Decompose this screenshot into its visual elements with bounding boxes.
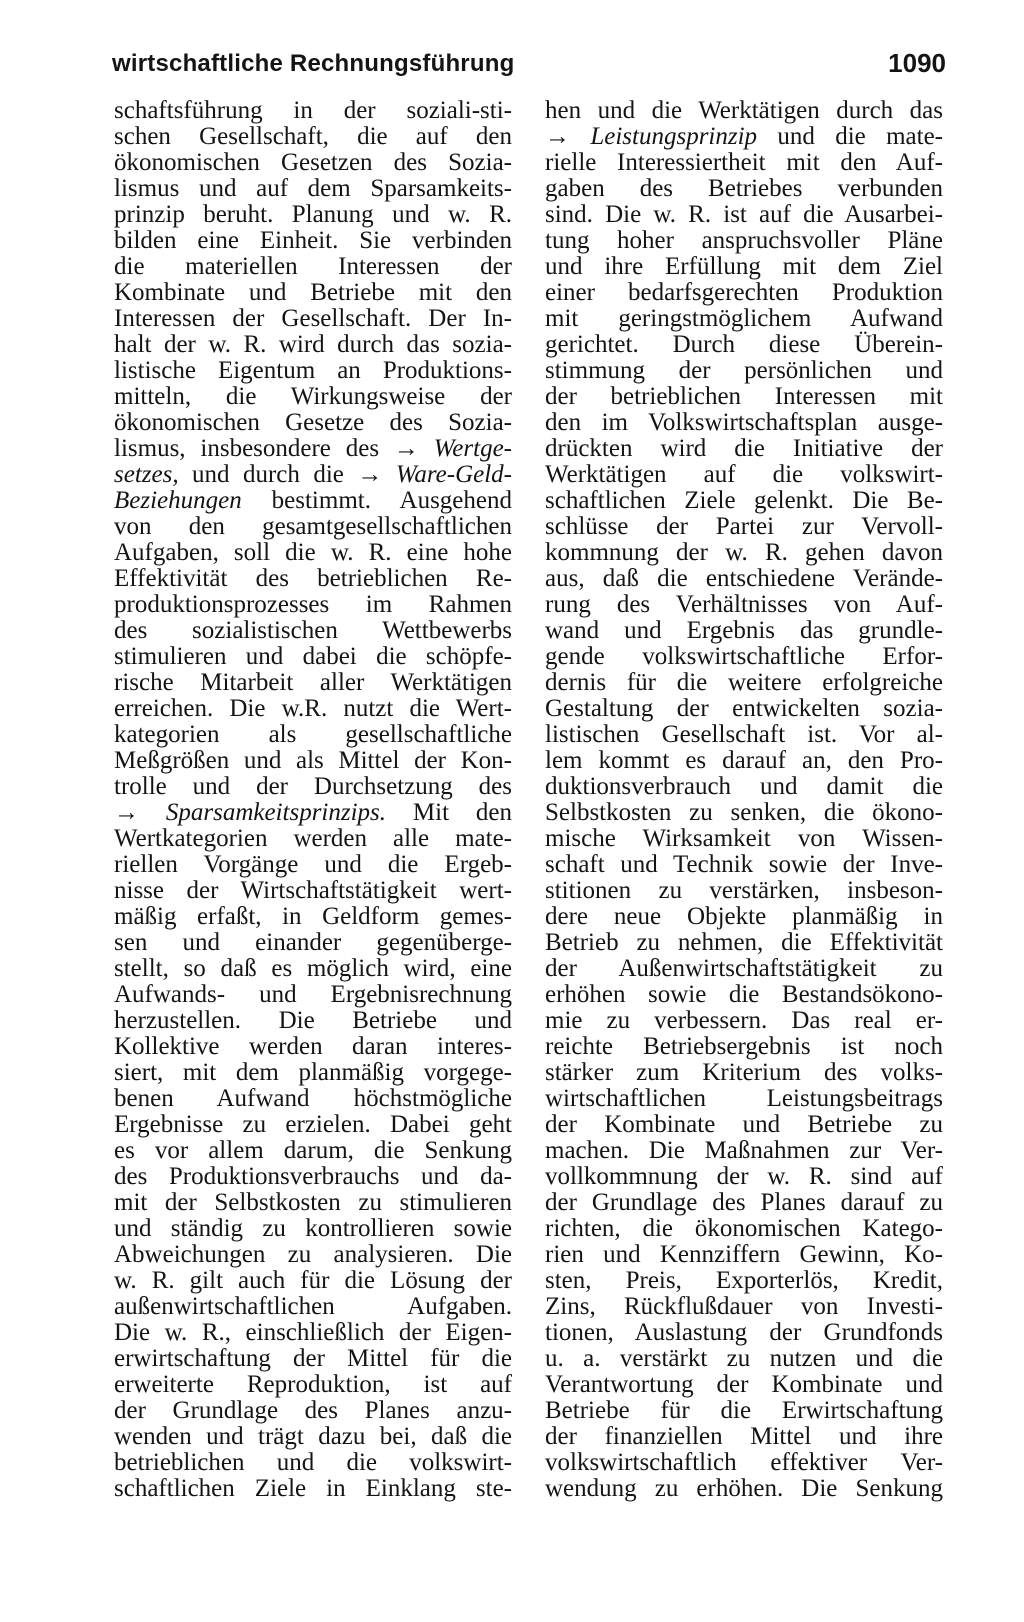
text-line bbox=[545, 878, 943, 904]
running-head-title: wirtschaftliche Rechnungsführung bbox=[112, 50, 515, 77]
text-run: drückten wird die Initiative der bbox=[545, 435, 943, 462]
text-run: bestimmt. Ausgehend bbox=[241, 487, 512, 514]
text-run: rielle Interessiertheit mit den Auf- bbox=[545, 149, 943, 176]
text-line bbox=[545, 1086, 943, 1112]
text-line bbox=[114, 1398, 512, 1424]
text-line bbox=[114, 410, 512, 436]
text-line bbox=[114, 618, 512, 644]
text-line bbox=[114, 904, 512, 930]
text-run: Die w. R., einschließlich der Eigen- bbox=[114, 1319, 512, 1346]
text-line bbox=[114, 1268, 512, 1294]
text-run: lismus und auf dem Sparsamkeits- bbox=[114, 175, 512, 202]
text-line bbox=[114, 982, 512, 1008]
text-line bbox=[114, 1372, 512, 1398]
text-run: → bbox=[545, 123, 591, 150]
text-line bbox=[545, 904, 943, 930]
text-line bbox=[114, 306, 512, 332]
text-line bbox=[114, 280, 512, 306]
text-line bbox=[114, 878, 512, 904]
text-line bbox=[545, 1060, 943, 1086]
text-line bbox=[545, 436, 943, 462]
text-run: erweiterte Reproduktion, ist auf bbox=[114, 1371, 512, 1398]
text-run: erreichen. Die w.R. nutzt die Wert- bbox=[114, 695, 512, 722]
text-run: gerichtet. Durch diese Überein- bbox=[545, 331, 943, 358]
text-line bbox=[545, 852, 943, 878]
text-line bbox=[545, 462, 943, 488]
page-number: 1090 bbox=[888, 48, 946, 78]
text-line bbox=[114, 644, 512, 670]
text-line bbox=[545, 1216, 943, 1242]
text-column-left bbox=[114, 98, 512, 1502]
text-run: u. a. verstärkt zu nutzen und die bbox=[545, 1345, 943, 1372]
cross-reference-term: setzes, bbox=[114, 461, 179, 488]
cross-reference-term: Beziehungen bbox=[114, 487, 242, 514]
text-line bbox=[114, 1242, 512, 1268]
text-line bbox=[545, 514, 943, 540]
text-run: volkswirtschaftlich effektiver Ver- bbox=[545, 1449, 943, 1476]
text-line bbox=[545, 228, 943, 254]
text-line bbox=[114, 1320, 512, 1346]
text-line bbox=[114, 592, 512, 618]
text-run: außenwirtschaftlichen Aufgaben. bbox=[114, 1293, 512, 1320]
text-line bbox=[114, 774, 512, 800]
text-run: von den gesamtgesellschaftlichen bbox=[114, 513, 512, 540]
text-line bbox=[545, 306, 943, 332]
text-run: erwirtschaftung der Mittel für die bbox=[114, 1345, 512, 1372]
text-line bbox=[545, 982, 943, 1008]
text-line bbox=[114, 956, 512, 982]
text-line bbox=[545, 358, 943, 384]
text-line bbox=[114, 1034, 512, 1060]
text-run: → bbox=[114, 799, 166, 826]
text-run: und die mate- bbox=[757, 123, 944, 150]
text-run: reichte Betriebsergebnis ist noch bbox=[545, 1033, 943, 1060]
text-run: w. R. gilt auch für die Lösung der bbox=[114, 1267, 512, 1294]
text-line bbox=[114, 1424, 512, 1450]
text-run: der Außenwirtschaftstätigkeit zu bbox=[545, 955, 943, 982]
text-line bbox=[545, 1398, 943, 1424]
text-run: benen Aufwand höchstmögliche bbox=[114, 1085, 512, 1112]
text-line bbox=[545, 1164, 943, 1190]
text-line bbox=[114, 800, 512, 826]
text-run: schaft und Technik sowie der Inve- bbox=[545, 851, 943, 878]
text-line bbox=[545, 644, 943, 670]
text-run: rische Mitarbeit aller Werktätigen bbox=[114, 669, 512, 696]
text-line bbox=[545, 696, 943, 722]
text-line bbox=[545, 1320, 943, 1346]
text-run: sten, Preis, Exporterlös, Kredit, bbox=[545, 1267, 943, 1294]
text-line bbox=[545, 1476, 943, 1502]
text-line bbox=[545, 956, 943, 982]
text-run: rung des Verhältnisses von Auf- bbox=[545, 591, 943, 618]
text-line bbox=[545, 748, 943, 774]
text-run: Werktätigen auf die volkswirt- bbox=[545, 461, 943, 488]
text-run: rien und Kennziffern Gewinn, Ko- bbox=[545, 1241, 943, 1268]
text-line bbox=[545, 800, 943, 826]
text-line bbox=[114, 1450, 512, 1476]
text-run: stimmung der persönlichen und bbox=[545, 357, 943, 384]
text-run: Betrieb zu nehmen, die Effektivität bbox=[545, 929, 943, 956]
text-run: und ihre Erfüllung mit dem Ziel bbox=[545, 253, 943, 280]
text-line bbox=[545, 722, 943, 748]
text-run: mit der Selbstkosten zu stimulieren bbox=[114, 1189, 512, 1216]
text-line bbox=[545, 930, 943, 956]
text-run: Verantwortung der Kombinate und bbox=[545, 1371, 943, 1398]
text-run: stitionen zu verstärken, insbeson- bbox=[545, 877, 943, 904]
text-run: vollkommnung der w. R. sind auf bbox=[545, 1163, 943, 1190]
text-run: gaben des Betriebes verbunden bbox=[545, 175, 943, 202]
text-run: Betriebe für die Erwirtschaftung bbox=[545, 1397, 943, 1424]
text-run: richten, die ökonomischen Katego- bbox=[545, 1215, 943, 1242]
text-run: riellen Vorgänge und die Ergeb- bbox=[114, 851, 512, 878]
text-run: nisse der Wirtschaftstätigkeit wert- bbox=[114, 877, 512, 904]
cross-reference-term: Wertge- bbox=[433, 435, 512, 462]
text-line bbox=[114, 176, 512, 202]
text-run: Ergebnisse zu erzielen. Dabei geht bbox=[114, 1111, 512, 1138]
text-run: Wertkategorien werden alle mate- bbox=[114, 825, 512, 852]
text-line bbox=[545, 1346, 943, 1372]
text-line bbox=[545, 1242, 943, 1268]
text-line bbox=[545, 1294, 943, 1320]
text-run: duktionsverbrauch und damit die bbox=[545, 773, 943, 800]
text-line bbox=[545, 1008, 943, 1034]
text-run: dere neue Objekte planmäßig in bbox=[545, 903, 943, 930]
text-run: Aufgaben, soll die w. R. eine hohe bbox=[114, 539, 512, 566]
text-run: ökonomischen Gesetze des Sozia- bbox=[114, 409, 512, 436]
text-line bbox=[114, 852, 512, 878]
text-run: schaftsführung in der soziali-sti- bbox=[114, 97, 512, 124]
text-run: siert, mit dem planmäßig vorgege- bbox=[114, 1059, 512, 1086]
text-run: Effektivität des betrieblichen Re- bbox=[114, 565, 512, 592]
text-line bbox=[114, 540, 512, 566]
text-line bbox=[114, 722, 512, 748]
text-run: wendung zu erhöhen. Die Senkung bbox=[545, 1475, 943, 1502]
text-line bbox=[114, 332, 512, 358]
text-line bbox=[114, 930, 512, 956]
text-line bbox=[545, 1424, 943, 1450]
text-run: hen und die Werktätigen durch das bbox=[545, 97, 943, 124]
text-run: stärker zum Kriterium des volks- bbox=[545, 1059, 943, 1086]
text-run: schaftlichen Ziele gelenkt. Die Be- bbox=[545, 487, 943, 514]
text-line bbox=[114, 150, 512, 176]
text-line bbox=[114, 748, 512, 774]
text-run: Gestaltung der entwickelten sozia- bbox=[545, 695, 943, 722]
text-run: es vor allem darum, die Senkung bbox=[114, 1137, 512, 1164]
text-line bbox=[545, 1190, 943, 1216]
text-line bbox=[545, 774, 943, 800]
text-run: schaftlichen Ziele in Einklang ste- bbox=[114, 1475, 512, 1502]
text-line bbox=[545, 566, 943, 592]
text-line bbox=[114, 384, 512, 410]
text-line bbox=[545, 1372, 943, 1398]
text-run: der finanziellen Mittel und ihre bbox=[545, 1423, 943, 1450]
text-run: machen. Die Maßnahmen zur Ver- bbox=[545, 1137, 943, 1164]
text-line bbox=[545, 332, 943, 358]
text-run: sen und einander gegenüberge- bbox=[114, 929, 512, 956]
text-line bbox=[114, 1086, 512, 1112]
text-line bbox=[545, 202, 943, 228]
text-run: den im Volkswirtschaftsplan ausge- bbox=[545, 409, 943, 436]
text-line bbox=[545, 254, 943, 280]
text-run: wand und Ergebnis das grundle- bbox=[545, 617, 943, 644]
text-run: prinzip beruht. Planung und w. R. bbox=[114, 201, 512, 228]
text-column-right bbox=[545, 98, 943, 1502]
text-run: dernis für die weitere erfolgreiche bbox=[545, 669, 943, 696]
text-run: wirtschaftlichen Leistungsbeitrags bbox=[545, 1085, 943, 1112]
text-run: Kollektive werden daran interes- bbox=[114, 1033, 512, 1060]
text-run: Selbstkosten zu senken, die ökono- bbox=[545, 799, 943, 826]
text-line bbox=[114, 1346, 512, 1372]
text-run: mit geringstmöglichem Aufwand bbox=[545, 305, 943, 332]
text-line bbox=[114, 1216, 512, 1242]
text-run: lismus, insbesondere des → bbox=[114, 435, 434, 462]
text-run: des Produktionsverbrauchs und da- bbox=[114, 1163, 512, 1190]
text-line bbox=[545, 150, 943, 176]
text-run: kategorien als gesellschaftliche bbox=[114, 721, 512, 748]
text-run: listische Eigentum an Produktions- bbox=[114, 357, 512, 384]
text-run: des sozialistischen Wettbewerbs bbox=[114, 617, 512, 644]
text-line bbox=[114, 696, 512, 722]
text-run: mitteln, die Wirkungsweise der bbox=[114, 383, 512, 410]
text-run: Meßgrößen und als Mittel der Kon- bbox=[114, 747, 512, 774]
text-run: Zins, Rückflußdauer von Investi- bbox=[545, 1293, 943, 1320]
text-run: lem kommt es darauf an, den Pro- bbox=[545, 747, 943, 774]
text-line bbox=[545, 826, 943, 852]
text-line bbox=[545, 384, 943, 410]
text-line bbox=[545, 1450, 943, 1476]
text-line bbox=[114, 254, 512, 280]
text-run: Abweichungen zu analysieren. Die bbox=[114, 1241, 512, 1268]
text-line bbox=[114, 1476, 512, 1502]
text-line bbox=[114, 1112, 512, 1138]
text-line bbox=[114, 202, 512, 228]
text-line bbox=[114, 826, 512, 852]
text-run: mäßig erfaßt, in Geldform gemes- bbox=[114, 903, 512, 930]
text-run: tung hoher anspruchsvoller Pläne bbox=[545, 227, 943, 254]
text-line bbox=[114, 566, 512, 592]
text-line bbox=[114, 1190, 512, 1216]
text-run: mische Wirksamkeit von Wissen- bbox=[545, 825, 943, 852]
text-run: wenden und trägt dazu bei, daß die bbox=[114, 1423, 512, 1450]
text-run: der betrieblichen Interessen mit bbox=[545, 383, 943, 410]
text-run: Aufwands- und Ergebnisrechnung bbox=[114, 981, 512, 1008]
text-line bbox=[545, 670, 943, 696]
text-run: der Grundlage des Planes anzu- bbox=[114, 1397, 512, 1424]
text-line bbox=[114, 1008, 512, 1034]
text-run: Mit den bbox=[386, 799, 512, 826]
text-run: der Kombinate und Betriebe zu bbox=[545, 1111, 943, 1138]
text-run: produktionsprozesses im Rahmen bbox=[114, 591, 512, 618]
text-line bbox=[545, 618, 943, 644]
text-run: mie zu verbessern. Das real er- bbox=[545, 1007, 943, 1034]
text-run: Kombinate und Betriebe mit den bbox=[114, 279, 512, 306]
text-run: stellt, so daß es möglich wird, eine bbox=[114, 955, 512, 982]
text-line bbox=[545, 1138, 943, 1164]
text-line bbox=[545, 280, 943, 306]
text-line bbox=[114, 436, 512, 462]
text-run: trolle und der Durchsetzung des bbox=[114, 773, 512, 800]
text-line bbox=[114, 124, 512, 150]
text-run: aus, daß die entschiedene Verände- bbox=[545, 565, 943, 592]
cross-reference-term: Sparsamkeitsprinzips. bbox=[165, 799, 387, 826]
text-run: die materiellen Interessen der bbox=[114, 253, 512, 280]
cross-reference-term: Leistungsprinzip bbox=[590, 123, 758, 150]
text-line bbox=[114, 670, 512, 696]
text-run: sind. Die w. R. ist auf die Ausarbei- bbox=[545, 201, 943, 228]
text-line bbox=[545, 1268, 943, 1294]
text-line bbox=[545, 98, 943, 124]
text-line bbox=[114, 1138, 512, 1164]
text-line bbox=[545, 540, 943, 566]
text-line bbox=[114, 228, 512, 254]
text-line bbox=[114, 98, 512, 124]
text-line bbox=[545, 592, 943, 618]
text-run: listischen Gesellschaft ist. Vor al- bbox=[545, 721, 943, 748]
text-run: Interessen der Gesellschaft. Der In- bbox=[114, 305, 512, 332]
text-run: schen Gesellschaft, die auf den bbox=[114, 123, 512, 150]
text-run: erhöhen sowie die Bestandsökono- bbox=[545, 981, 943, 1008]
text-line bbox=[114, 462, 512, 488]
text-line bbox=[545, 410, 943, 436]
text-run: bilden eine Einheit. Sie verbinden bbox=[114, 227, 512, 254]
text-run: ökonomischen Gesetzen des Sozia- bbox=[114, 149, 512, 176]
text-line bbox=[114, 1060, 512, 1086]
text-run: halt der w. R. wird durch das sozia- bbox=[114, 331, 512, 358]
text-run: der Grundlage des Planes darauf zu bbox=[545, 1189, 943, 1216]
text-line bbox=[545, 1034, 943, 1060]
text-run: gende volkswirtschaftliche Erfor- bbox=[545, 643, 943, 670]
text-line bbox=[114, 358, 512, 384]
text-line bbox=[545, 1112, 943, 1138]
text-line bbox=[545, 488, 943, 514]
text-line bbox=[545, 176, 943, 202]
cross-reference-term: Ware-Geld- bbox=[395, 461, 512, 488]
text-line bbox=[114, 488, 512, 514]
text-line bbox=[545, 124, 943, 150]
text-run: herzustellen. Die Betriebe und bbox=[114, 1007, 512, 1034]
text-run: tionen, Auslastung der Grundfonds bbox=[545, 1319, 943, 1346]
text-run: kommnung der w. R. gehen davon bbox=[545, 539, 943, 566]
text-run: einer bedarfsgerechten Produktion bbox=[545, 279, 943, 306]
text-line bbox=[114, 1294, 512, 1320]
text-run: stimulieren und dabei die schöpfe- bbox=[114, 643, 512, 670]
text-run: und durch die → bbox=[178, 461, 396, 488]
text-line bbox=[114, 1164, 512, 1190]
text-line bbox=[114, 514, 512, 540]
text-run: betrieblichen und die volkswirt- bbox=[114, 1449, 512, 1476]
text-run: und ständig zu kontrollieren sowie bbox=[114, 1215, 512, 1242]
text-run: schlüsse der Partei zur Vervoll- bbox=[545, 513, 943, 540]
